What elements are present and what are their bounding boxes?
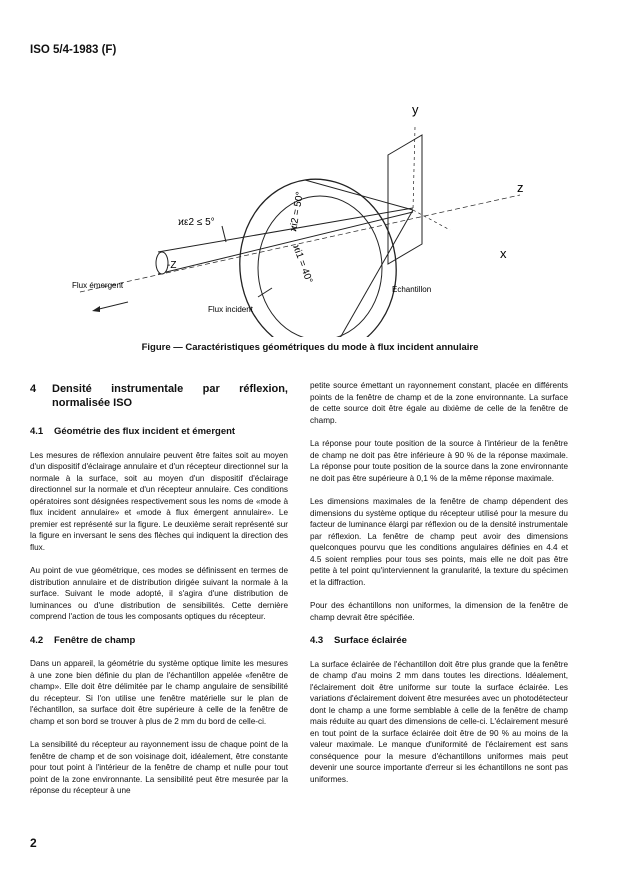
paragraph: Au point de vue géométrique, ces modes se définissent en termes de distribution annulaire et de distribution dirigée suivant la normale à la surface. Suivant le mode adopté, il s'agira d'une distribution de luminances ou d'une distribution de sensibilités. Cette dernière comprend l'action de tous les composants optiques du récepteur. [30,566,288,621]
left-column [30,382,288,809]
paragraph: Les mesures de réflexion annulaire peuvent être faites soit au moyen d'un dispositif d'éclairage annulaire et d'un récepteur directionnel sur la normale à la surface, soit au moyen d'un dispositif d'éclairage directionnel sur la normale et d'un récepteur annulaire. Ces conditions opératoires sont désignées respectivement sous les noms de «mode à flux incident annulaire» et «mode à flux émergent annulaire». Le premier est représenté sur la figure. Le deuxième serait représenté sur la figure en inversant le sens des flèches qui indiquent la direction des flux. [30,450,288,552]
annular-ring-inner [258,196,382,337]
flux-emergent-label: Flux émergent [72,281,124,290]
cone-edge-top [305,180,413,210]
figure-diagram [50,92,590,337]
paragraph: Dans un appareil, la géométrie du système optique limite les mesures à une zone bien définie du plan de l'échantillon appelée «fenêtre de champ». Elle doit être délimitée par le champ angulaire de sensibilité du récepteur. Si l'on utilise une fenêtre matérielle sur le plan de l'échantillon, sa surface doit être supérieure à celle de la fenêtre de champ et son bord se trouver à plus de 2 mm du bord de celle-ci. [30,659,288,726]
section-4-heading [30,382,288,410]
z-axis-label: z [517,180,524,195]
section-number: 4.3 [310,635,324,646]
page-number: 2 [30,836,37,850]
section-title: Géométrie des flux incident et émergent [54,426,236,437]
section-number: 4 [30,383,37,395]
angle-mark-e2 [222,226,226,242]
paragraph: petite source émettant un rayonnement constant, placée en différents points de la fenêtre de champ et de la zone environnante. La surface de cette source doit être égale au dixième de celle de la fenêtre de champ. [310,381,568,425]
right-column [310,380,568,797]
paragraph: Les dimensions maximales de la fenêtre de champ dépendent des dimensions du système optique du récepteur utilisé pour la mesure du facteur de luminance élargi par réflexion ou de la densité instrumentale par réflexion. La fenêtre de champ peut avoir des dimensions quelconques pourvu que les conditions angulaires définies en 4.4 et 4.5 soient remplies pour tous ses points, mais elle ne doit pas être petite à tel point qu'interviennent la granularité, la texture du spécimen et la diffraction. [310,497,568,587]
section-4-2-heading [30,635,288,647]
section-number: 4.1 [30,426,44,437]
paragraph: La sensibilité du récepteur au rayonnement issu de chaque point de la fenêtre de champ et de son voisinage doit, idéalement, être constante pour tout point à l'intérieur de la fenêtre de champ et nulle pour tout point de la zone environnante. La sensibilité peut être mesurée par la réponse du récepteur à une [30,740,288,795]
kappa-i2-label: ϰi2 = 50° [288,190,306,233]
kappa-e2-label: ϰε2 ≤ 5° [178,217,215,228]
paragraph: Pour des échantillons non uniformes, la dimension de la fenêtre de champ devrait être spécifiée. [310,601,568,622]
echantillon-label: Échantillon [392,285,432,294]
section-title: Densité instrumentale par réflexion, normalisée ISO [52,383,288,409]
section-number: 4.2 [30,634,44,646]
kappa-i1-label: ϰi1 = 40° [290,243,315,285]
section-4-1-heading [30,426,288,438]
flux-emergent-arrowhead [92,306,100,312]
flux-incident-label: Flux incident [208,305,253,314]
figure [50,92,590,337]
section-title: Surface éclairée [334,635,407,646]
minus-z-label: -Z [167,260,177,271]
section-4-3-heading [310,635,568,647]
x-axis-dashed [413,210,450,230]
section-title: Fenêtre de champ [54,634,136,646]
paragraph: La surface éclairée de l'échantillon doit être plus grande que la fenêtre de champ d'au moins 2 mm dans toutes les directions. Idéalement, l'éclairement doit être uniforme sur toute la surface éclairée. Les variations d'éclairement doivent être mesurées avec un photodétecteur dont le champ a une forme semblable à celle de la fenêtre de champ mais réduite au quart des dimensions de celle-ci. L'éclairement mesuré en tout point de la surface éclairée doit être de 90 % au moins de la valeur maximale. Le manque d'uniformité de l'éclairement est sans conséquence pour la mesure d'échantillons uniformes mais peut devenir une source importante d'erreur si les échantillons ne sont pas uniformes. [310,659,568,784]
x-axis-label: x [500,246,507,261]
paragraph: La réponse pour toute position de la source à l'intérieur de la fenêtre de champ ne doit pas être inférieure à 90 % de la réponse maximale. La réponse pour toute position de la source dans la zone environnante ne doit pas être supérieure à 0,1 % de la même réponse maximale. [310,439,568,483]
figure-caption: Figure — Caractéristiques géométriques du mode à flux incident annulaire [141,342,479,353]
cone-edge-bottom [340,210,413,337]
beam-upper-edge [158,208,413,252]
document-id: ISO 5/4-1983 (F) [30,44,117,56]
y-axis-label: y [412,102,419,117]
